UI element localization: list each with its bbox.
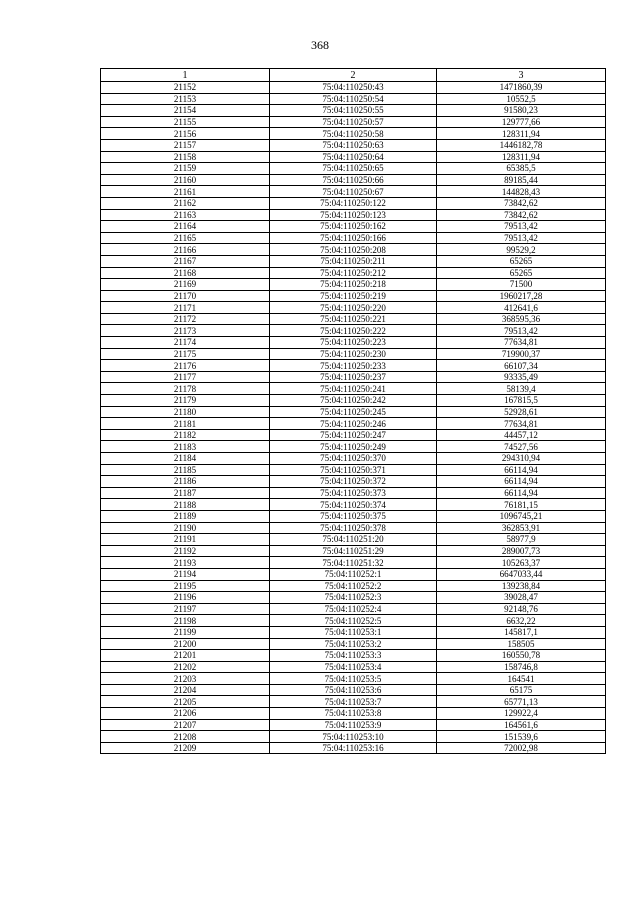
cadastral-number-cell: 75:04:110251:20 [270,534,437,546]
row-number-cell: 21179 [101,395,270,407]
row-number-cell: 21199 [101,626,270,638]
row-number-cell: 21209 [101,742,270,754]
value-cell: 65265 [437,255,606,267]
row-number-cell: 21170 [101,290,270,302]
value-cell: 1096745,21 [437,510,606,522]
cadastral-number-cell: 75:04:110250:241 [270,383,437,395]
row-number-cell: 21208 [101,731,270,743]
cadastral-number-cell: 75:04:110250:66 [270,174,437,186]
cadastral-number-cell: 75:04:110250:122 [270,197,437,209]
value-cell: 52928,61 [437,406,606,418]
table-row [101,499,606,511]
value-cell: 10552,5 [437,93,606,105]
row-number-cell: 21173 [101,325,270,337]
table-row [101,406,606,418]
cadastral-number-cell: 75:04:110250:242 [270,395,437,407]
table-row [101,139,606,151]
cadastral-number-cell: 75:04:110252:2 [270,580,437,592]
cadastral-number-cell: 75:04:110253:7 [270,696,437,708]
cadastral-number-cell: 75:04:110252:4 [270,603,437,615]
row-number-cell: 21172 [101,313,270,325]
row-number-cell: 21177 [101,371,270,383]
row-number-cell: 21194 [101,568,270,580]
table-row [101,626,606,638]
value-cell: 77634,81 [437,337,606,349]
value-cell: 71500 [437,279,606,291]
value-cell: 91580,23 [437,105,606,117]
row-number-cell: 21195 [101,580,270,592]
cadastral-number-cell: 75:04:110250:58 [270,128,437,140]
table-row [101,174,606,186]
table-row [101,116,606,128]
cadastral-number-cell: 75:04:110253:2 [270,638,437,650]
cadastral-number-cell: 75:04:110250:208 [270,244,437,256]
row-number-cell: 21178 [101,383,270,395]
value-cell: 66114,94 [437,487,606,499]
cadastral-number-cell: 75:04:110250:378 [270,522,437,534]
value-cell: 128311,94 [437,128,606,140]
table-row [101,487,606,499]
cadastral-number-cell: 75:04:110250:162 [270,221,437,233]
value-cell: 65265 [437,267,606,279]
cadastral-number-cell: 75:04:110250:220 [270,302,437,314]
value-cell: 139238,84 [437,580,606,592]
table-row [101,360,606,372]
cadastral-number-cell: 75:04:110250:221 [270,313,437,325]
table-row [101,464,606,476]
row-number-cell: 21183 [101,441,270,453]
table-row [101,232,606,244]
table-row [101,696,606,708]
cadastral-number-cell: 75:04:110250:223 [270,337,437,349]
value-cell: 66114,94 [437,476,606,488]
value-cell: 145817,1 [437,626,606,638]
value-cell: 65175 [437,684,606,696]
row-number-cell: 21192 [101,545,270,557]
value-cell: 719900,37 [437,348,606,360]
table-row [101,151,606,163]
row-number-cell: 21164 [101,221,270,233]
table-row [101,128,606,140]
table-row [101,302,606,314]
page-number: 368 [311,38,329,52]
row-number-cell: 21156 [101,128,270,140]
row-number-cell: 21185 [101,464,270,476]
row-number-cell: 21160 [101,174,270,186]
row-number-cell: 21197 [101,603,270,615]
cadastral-number-cell: 75:04:110252:3 [270,592,437,604]
value-cell: 6632,22 [437,615,606,627]
table-row [101,93,606,105]
table-row [101,383,606,395]
table-row [101,186,606,198]
table-row [101,661,606,673]
cadastral-number-cell: 75:04:110250:245 [270,406,437,418]
value-cell: 74527,56 [437,441,606,453]
row-number-cell: 21184 [101,453,270,465]
row-number-cell: 21182 [101,429,270,441]
row-number-cell: 21176 [101,360,270,372]
cadastral-number-cell: 75:04:110250:219 [270,290,437,302]
row-number-cell: 21174 [101,337,270,349]
table-row [101,684,606,696]
row-number-cell: 21157 [101,139,270,151]
value-cell: 158746,8 [437,661,606,673]
row-number-cell: 21162 [101,197,270,209]
value-cell: 1446182,78 [437,139,606,151]
table-row [101,209,606,221]
value-cell: 58139,4 [437,383,606,395]
table-row [101,105,606,117]
row-number-cell: 21191 [101,534,270,546]
table-row [101,731,606,743]
cadastral-number-cell: 75:04:110250:246 [270,418,437,430]
value-cell: 99529,2 [437,244,606,256]
value-cell: 144828,43 [437,186,606,198]
table-row [101,719,606,731]
value-cell: 39028,47 [437,592,606,604]
table-row [101,453,606,465]
cadastral-number-cell: 75:04:110250:166 [270,232,437,244]
value-cell: 158505 [437,638,606,650]
row-number-cell: 21196 [101,592,270,604]
row-number-cell: 21158 [101,151,270,163]
cadastral-number-cell: 75:04:110250:222 [270,325,437,337]
table-row [101,476,606,488]
table-row [101,522,606,534]
cadastral-number-cell: 75:04:110253:5 [270,673,437,685]
row-number-cell: 21180 [101,406,270,418]
cadastral-number-cell: 75:04:110250:123 [270,209,437,221]
table-row [101,371,606,383]
cadastral-number-cell: 75:04:110250:237 [270,371,437,383]
value-cell: 6647033,44 [437,568,606,580]
row-number-cell: 21167 [101,255,270,267]
row-number-cell: 21202 [101,661,270,673]
value-cell: 164541 [437,673,606,685]
cadastral-number-cell: 75:04:110250:65 [270,163,437,175]
cadastral-number-cell: 75:04:110250:43 [270,82,437,94]
row-number-cell: 21169 [101,279,270,291]
row-number-cell: 21201 [101,650,270,662]
cadastral-number-cell: 75:04:110253:16 [270,742,437,754]
table-row [101,673,606,685]
row-number-cell: 21193 [101,557,270,569]
table-row [101,534,606,546]
value-cell: 89185,44 [437,174,606,186]
value-cell: 77634,81 [437,418,606,430]
cadastral-number-cell: 75:04:110250:233 [270,360,437,372]
value-cell: 66107,34 [437,360,606,372]
row-number-cell: 21166 [101,244,270,256]
cadastral-number-cell: 75:04:110250:371 [270,464,437,476]
table-row [101,221,606,233]
table-row [101,348,606,360]
cadastral-number-cell: 75:04:110250:54 [270,93,437,105]
row-number-cell: 21155 [101,116,270,128]
value-cell: 129922,4 [437,708,606,720]
cadastral-number-cell: 75:04:110250:67 [270,186,437,198]
table-row [101,313,606,325]
table-row [101,742,606,754]
cadastral-number-cell: 75:04:110250:230 [270,348,437,360]
value-cell: 92148,76 [437,603,606,615]
table-row [101,441,606,453]
cadastral-number-cell: 75:04:110250:375 [270,510,437,522]
header-row [101,69,606,82]
table-row [101,197,606,209]
row-number-cell: 21203 [101,673,270,685]
row-number-cell: 21198 [101,615,270,627]
row-number-cell: 21163 [101,209,270,221]
value-cell: 65771,13 [437,696,606,708]
value-cell: 294310,94 [437,453,606,465]
value-cell: 79513,42 [437,325,606,337]
row-number-cell: 21153 [101,93,270,105]
value-cell: 105263,37 [437,557,606,569]
register-table [100,68,606,754]
row-number-cell: 21187 [101,487,270,499]
row-number-cell: 21154 [101,105,270,117]
table-row [101,580,606,592]
cadastral-number-cell: 75:04:110250:249 [270,441,437,453]
table-row [101,244,606,256]
row-number-cell: 21152 [101,82,270,94]
table-row [101,418,606,430]
row-number-cell: 21189 [101,510,270,522]
value-cell: 66114,94 [437,464,606,476]
value-cell: 1960217,28 [437,290,606,302]
value-cell: 79513,42 [437,221,606,233]
row-number-cell: 21186 [101,476,270,488]
column-header-1: 1 [101,69,270,82]
value-cell: 1471860,39 [437,82,606,94]
cadastral-number-cell: 75:04:110250:212 [270,267,437,279]
cadastral-number-cell: 75:04:110250:211 [270,255,437,267]
table-row [101,337,606,349]
value-cell: 129777,66 [437,116,606,128]
value-cell: 76181,15 [437,499,606,511]
value-cell: 72002,98 [437,742,606,754]
value-cell: 368595,36 [437,313,606,325]
value-cell: 58977,9 [437,534,606,546]
row-number-cell: 21161 [101,186,270,198]
table-row [101,557,606,569]
table-header [101,69,606,82]
row-number-cell: 21207 [101,719,270,731]
table-row [101,163,606,175]
table-row [101,510,606,522]
cadastral-number-cell: 75:04:110251:29 [270,545,437,557]
row-number-cell: 21206 [101,708,270,720]
table-row [101,82,606,94]
table-row [101,650,606,662]
cadastral-number-cell: 75:04:110253:8 [270,708,437,720]
row-number-cell: 21175 [101,348,270,360]
cadastral-number-cell: 75:04:110250:373 [270,487,437,499]
cadastral-number-cell: 75:04:110253:9 [270,719,437,731]
value-cell: 128311,94 [437,151,606,163]
row-number-cell: 21205 [101,696,270,708]
row-number-cell: 21159 [101,163,270,175]
value-cell: 362853,91 [437,522,606,534]
table-row [101,255,606,267]
cadastral-number-cell: 75:04:110253:10 [270,731,437,743]
row-number-cell: 21188 [101,499,270,511]
table-body [101,82,606,754]
value-cell: 79513,42 [437,232,606,244]
cadastral-number-cell: 75:04:110250:374 [270,499,437,511]
table-row [101,603,606,615]
row-number-cell: 21165 [101,232,270,244]
cadastral-number-cell: 75:04:110253:1 [270,626,437,638]
row-number-cell: 21181 [101,418,270,430]
table-row [101,615,606,627]
cadastral-number-cell: 75:04:110250:55 [270,105,437,117]
value-cell: 167815,5 [437,395,606,407]
table-row [101,592,606,604]
cadastral-number-cell: 75:04:110251:32 [270,557,437,569]
value-cell: 93335,49 [437,371,606,383]
row-number-cell: 21200 [101,638,270,650]
value-cell: 151539,6 [437,731,606,743]
table-row [101,279,606,291]
table-row [101,545,606,557]
column-header-2: 2 [270,69,437,82]
table-row [101,267,606,279]
cadastral-number-cell: 75:04:110250:63 [270,139,437,151]
table-row [101,708,606,720]
cadastral-number-cell: 75:04:110250:247 [270,429,437,441]
cadastral-number-cell: 75:04:110252:1 [270,568,437,580]
cadastral-number-cell: 75:04:110250:64 [270,151,437,163]
table-row [101,638,606,650]
table-row [101,429,606,441]
value-cell: 412641,6 [437,302,606,314]
value-cell: 289007,73 [437,545,606,557]
column-header-3: 3 [437,69,606,82]
value-cell: 73842,62 [437,209,606,221]
value-cell: 65385,5 [437,163,606,175]
value-cell: 164561,6 [437,719,606,731]
cadastral-number-cell: 75:04:110250:57 [270,116,437,128]
table-row [101,568,606,580]
table-row [101,325,606,337]
value-cell: 44457,12 [437,429,606,441]
row-number-cell: 21171 [101,302,270,314]
row-number-cell: 21168 [101,267,270,279]
table-row [101,395,606,407]
value-cell: 160550,78 [437,650,606,662]
cadastral-number-cell: 75:04:110253:6 [270,684,437,696]
cadastral-number-cell: 75:04:110250:372 [270,476,437,488]
cadastral-number-cell: 75:04:110250:370 [270,453,437,465]
row-number-cell: 21204 [101,684,270,696]
table-row [101,290,606,302]
value-cell: 73842,62 [437,197,606,209]
row-number-cell: 21190 [101,522,270,534]
cadastral-number-cell: 75:04:110253:4 [270,661,437,673]
cadastral-number-cell: 75:04:110250:218 [270,279,437,291]
cadastral-number-cell: 75:04:110253:3 [270,650,437,662]
cadastral-number-cell: 75:04:110252:5 [270,615,437,627]
